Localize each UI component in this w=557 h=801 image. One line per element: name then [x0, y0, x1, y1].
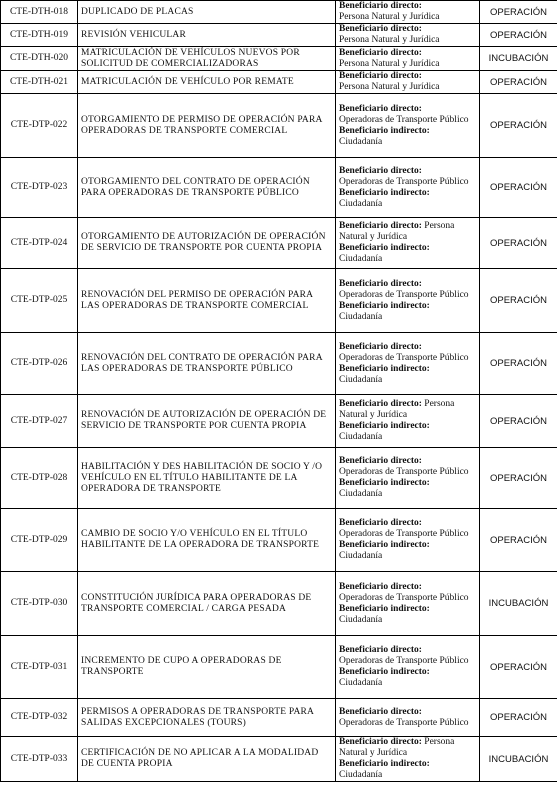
- direct-beneficiary-value: Operadoras de Transporte Público: [339, 467, 469, 477]
- direct-beneficiary-value: Operadoras de Transporte Público: [339, 592, 469, 603]
- indirect-beneficiary-label: Beneficiario indirecto:: [339, 125, 430, 136]
- service-code: CTE-DTH-020: [1, 47, 78, 71]
- direct-beneficiary-label: Beneficiario directo:: [339, 71, 422, 81]
- indirect-beneficiary-label: Beneficiario indirecto:: [339, 478, 430, 488]
- status-label: OPERACIÓN: [480, 158, 557, 218]
- service-name: RENOVACIÓN DE AUTORIZACIÓN DE OPERACIÓN DE SERVICIO DE TRANSPORTE POR CUENTA PROPIA: [78, 395, 336, 448]
- service-code: CTE-DTP-027: [1, 395, 78, 448]
- status-label: OPERACIÓN: [480, 636, 557, 699]
- service-code: CTE-DTP-024: [1, 218, 78, 269]
- beneficiaries-cell: [336, 448, 480, 509]
- direct-beneficiary-label: Beneficiario directo:: [339, 581, 422, 592]
- indirect-beneficiary-value: Ciudadanía: [339, 551, 383, 561]
- indirect-beneficiary-value: Ciudadanía: [339, 311, 383, 322]
- status-label: INCUBACIÓN: [480, 737, 557, 782]
- beneficiaries-cell: [336, 24, 480, 47]
- beneficiaries-cell: [336, 509, 480, 572]
- service-code: CTE-DTP-033: [1, 737, 78, 782]
- indirect-beneficiary-value: Ciudadanía: [339, 489, 383, 499]
- indirect-beneficiary-value: Ciudadanía: [339, 136, 383, 147]
- indirect-beneficiary-label: Beneficiario indirecto:: [339, 667, 430, 677]
- direct-beneficiary-value: Operadoras de Transporte Público: [339, 656, 469, 666]
- service-name: CONSTITUCIÓN JURÍDICA PARA OPERADORAS DE TRANSPORTE COMERCIAL / CARGA PESADA: [78, 572, 336, 636]
- indirect-beneficiary-value: Ciudadanía: [339, 770, 383, 780]
- table-row: [1, 269, 557, 333]
- direct-beneficiary-value: Operadoras de Transporte Público: [339, 176, 469, 187]
- beneficiaries-cell: [336, 158, 480, 218]
- direct-beneficiary-label: Beneficiario directo:: [339, 221, 422, 231]
- indirect-beneficiary-label: Beneficiario indirecto:: [339, 540, 430, 550]
- status-label: OPERACIÓN: [480, 509, 557, 572]
- table-row: [1, 1, 557, 24]
- table-row: [1, 509, 557, 572]
- service-code: CTE-DTP-025: [1, 269, 78, 333]
- status-label: OPERACIÓN: [480, 94, 557, 158]
- service-name: CAMBIO DE SOCIO Y/O VEHÍCULO EN EL TÍTULO HABILITANTE DE LA OPERADORA DE TRANSPORTE: [78, 509, 336, 572]
- direct-beneficiary-label: Beneficiario directo:: [339, 47, 422, 58]
- status-label: OPERACIÓN: [480, 333, 557, 395]
- direct-beneficiary-label: Beneficiario directo:: [339, 341, 422, 352]
- direct-beneficiary-value: Operadoras de Transporte Público: [339, 352, 469, 363]
- status-label: INCUBACIÓN: [480, 47, 557, 71]
- beneficiaries-cell: [336, 572, 480, 636]
- service-name: RENOVACIÓN DEL PERMISO DE OPERACIÓN PARA LAS OPERADORAS DE TRANSPORTE COMERCIAL: [78, 269, 336, 333]
- direct-beneficiary-value: Persona Natural y Jurídica: [339, 399, 455, 420]
- beneficiaries-cell: [336, 218, 480, 269]
- status-label: INCUBACIÓN: [480, 572, 557, 636]
- table-row: [1, 158, 557, 218]
- beneficiaries-cell: [336, 269, 480, 333]
- status-label: OPERACIÓN: [480, 395, 557, 448]
- direct-beneficiary-value: Persona Natural y Jurídica: [339, 12, 440, 22]
- beneficiaries-cell: [336, 94, 480, 158]
- service-name: OTORGAMIENTO DEL CONTRATO DE OPERACIÓN PARA OPERADORAS DE TRANSPORTE PÚBLICO: [78, 158, 336, 218]
- status-label: OPERACIÓN: [480, 448, 557, 509]
- service-name: RENOVACIÓN DEL CONTRATO DE OPERACIÓN PARA LAS OPERADORAS DE TRANSPORTE PÚBLICO: [78, 333, 336, 395]
- indirect-beneficiary-value: Ciudadanía: [339, 614, 383, 625]
- status-label: OPERACIÓN: [480, 71, 557, 94]
- service-name: OTORGAMIENTO DE PERMISO DE OPERACIÓN PARA OPERADORAS DE TRANSPORTE COMERCIAL: [78, 94, 336, 158]
- indirect-beneficiary-label: Beneficiario indirecto:: [339, 243, 430, 253]
- service-name: CERTIFICACIÓN DE NO APLICAR A LA MODALIDAD DE CUENTA PROPIA: [78, 737, 336, 782]
- table-row: [1, 699, 557, 737]
- indirect-beneficiary-value: Ciudadanía: [339, 374, 383, 385]
- direct-beneficiary-label: Beneficiario directo:: [339, 399, 422, 409]
- service-name: PERMISOS A OPERADORAS DE TRANSPORTE PARA SALIDAS EXCEPCIONALES (TOURS): [78, 699, 336, 737]
- indirect-beneficiary-label: Beneficiario indirecto:: [339, 603, 430, 614]
- service-code: CTE-DTP-031: [1, 636, 78, 699]
- direct-beneficiary-label: Beneficiario directo:: [339, 706, 422, 717]
- beneficiaries-cell: [336, 395, 480, 448]
- status-label: OPERACIÓN: [480, 218, 557, 269]
- beneficiaries-cell: [336, 333, 480, 395]
- service-code: CTE-DTH-018: [1, 1, 78, 24]
- direct-beneficiary-label: Beneficiario directo:: [339, 165, 422, 176]
- table-row: [1, 47, 557, 71]
- service-code: CTE-DTH-021: [1, 71, 78, 94]
- table-row: [1, 218, 557, 269]
- direct-beneficiary-value: Operadoras de Transporte Público: [339, 114, 469, 125]
- table-row: [1, 395, 557, 448]
- service-name: OTORGAMIENTO DE AUTORIZACIÓN DE OPERACIÓN DE SERVICIO DE TRANSPORTE POR CUENTA PROPIA: [78, 218, 336, 269]
- services-table-body: [1, 1, 557, 782]
- status-label: OPERACIÓN: [480, 24, 557, 47]
- indirect-beneficiary-label: Beneficiario indirecto:: [339, 363, 430, 374]
- direct-beneficiary-value: Operadoras de Transporte Público: [339, 529, 469, 539]
- indirect-beneficiary-label: Beneficiario indirecto:: [339, 421, 430, 431]
- service-name: INCREMENTO DE CUPO A OPERADORAS DE TRANSPORTE: [78, 636, 336, 699]
- direct-beneficiary-label: Beneficiario directo:: [339, 518, 422, 528]
- service-name: MATRICULACIÓN DE VEHÍCULO POR REMATE: [78, 71, 336, 94]
- service-name: HABILITACIÓN Y DES HABILITACIÓN DE SOCIO Y /O VEHÍCULO EN EL TÍTULO HABILITANTE DE LA OPERADORA DE TRANSPORTE: [78, 448, 336, 509]
- table-row: [1, 737, 557, 782]
- beneficiaries-cell: [336, 71, 480, 94]
- beneficiaries-cell: [336, 1, 480, 24]
- direct-beneficiary-label: Beneficiario directo:: [339, 645, 422, 655]
- direct-beneficiary-value: Persona Natural y Jurídica: [339, 58, 440, 69]
- table-row: [1, 71, 557, 94]
- table-row: [1, 572, 557, 636]
- beneficiaries-cell: [336, 699, 480, 737]
- indirect-beneficiary-value: Ciudadanía: [339, 198, 383, 209]
- direct-beneficiary-value: Persona Natural y Jurídica: [339, 35, 440, 45]
- beneficiaries-cell: [336, 636, 480, 699]
- direct-beneficiary-label: Beneficiario directo:: [339, 278, 422, 289]
- service-code: CTE-DTP-029: [1, 509, 78, 572]
- service-code: CTE-DTP-026: [1, 333, 78, 395]
- direct-beneficiary-value: Persona Natural y Jurídica: [339, 82, 440, 92]
- service-name: DUPLICADO DE PLACAS: [78, 1, 336, 24]
- table-row: [1, 448, 557, 509]
- indirect-beneficiary-label: Beneficiario indirecto:: [339, 759, 430, 769]
- indirect-beneficiary-label: Beneficiario indirecto:: [339, 300, 430, 311]
- service-name: REVISIÓN VEHICULAR: [78, 24, 336, 47]
- direct-beneficiary-value: Persona Natural y Jurídica: [339, 737, 455, 758]
- direct-beneficiary-label: Beneficiario directo:: [339, 737, 422, 747]
- status-label: OPERACIÓN: [480, 1, 557, 24]
- indirect-beneficiary-value: Ciudadanía: [339, 432, 383, 442]
- service-code: CTE-DTP-023: [1, 158, 78, 218]
- direct-beneficiary-value: Operadoras de Transporte Público: [339, 289, 469, 300]
- direct-beneficiary-label: Beneficiario directo:: [339, 103, 422, 114]
- service-code: CTE-DTP-028: [1, 448, 78, 509]
- status-label: OPERACIÓN: [480, 699, 557, 737]
- service-code: CTE-DTH-019: [1, 24, 78, 47]
- service-code: CTE-DTP-022: [1, 94, 78, 158]
- direct-beneficiary-value: Operadoras de Transporte Público: [339, 717, 469, 728]
- direct-beneficiary-value: Persona Natural y Jurídica: [339, 221, 455, 242]
- indirect-beneficiary-value: Ciudadanía: [339, 678, 383, 688]
- service-code: CTE-DTP-032: [1, 699, 78, 737]
- service-code: CTE-DTP-030: [1, 572, 78, 636]
- indirect-beneficiary-label: Beneficiario indirecto:: [339, 187, 430, 198]
- beneficiaries-cell: [336, 737, 480, 782]
- indirect-beneficiary-value: Ciudadanía: [339, 254, 383, 264]
- direct-beneficiary-label: Beneficiario directo:: [339, 24, 422, 34]
- table-row: [1, 94, 557, 158]
- table-row: [1, 333, 557, 395]
- direct-beneficiary-label: Beneficiario directo:: [339, 1, 422, 11]
- direct-beneficiary-label: Beneficiario directo:: [339, 456, 422, 466]
- table-row: [1, 636, 557, 699]
- table-row: [1, 24, 557, 47]
- beneficiaries-cell: [336, 47, 480, 71]
- service-name: MATRICULACIÓN DE VEHÍCULOS NUEVOS POR SOLICITUD DE COMERCIALIZADORAS: [78, 47, 336, 71]
- status-label: OPERACIÓN: [480, 269, 557, 333]
